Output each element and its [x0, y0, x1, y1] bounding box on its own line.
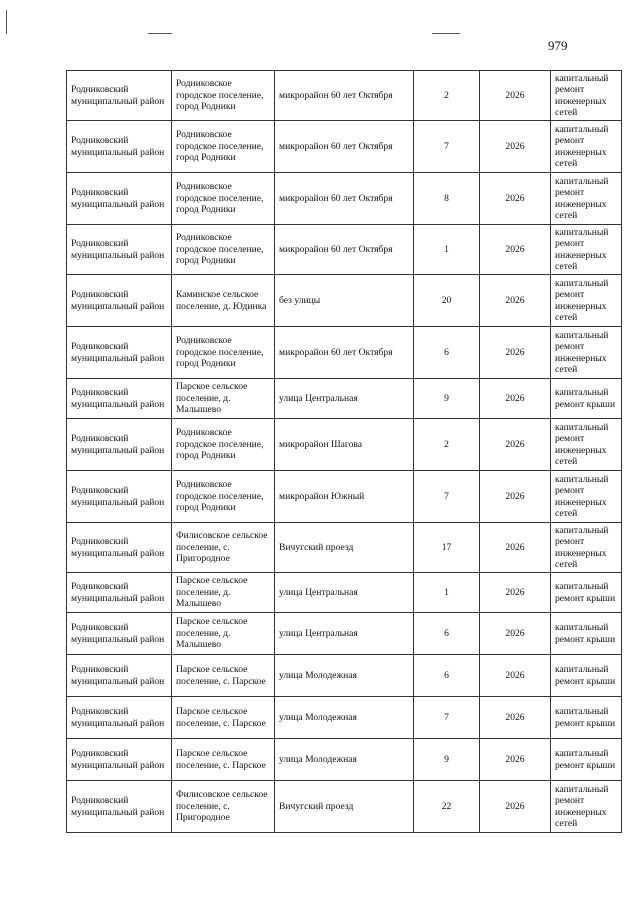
year-cell: 2026: [480, 739, 551, 781]
house-number-cell: 17: [414, 523, 480, 573]
work-type-cell: капитальный ремонт инженерных сетей: [551, 327, 622, 379]
scan-artifact-line: [432, 33, 460, 34]
settlement-cell: Парское сельское поселение, д. Малышево: [172, 573, 275, 613]
house-number-cell: 9: [414, 739, 480, 781]
house-number-cell: 2: [414, 71, 480, 121]
table-row: [67, 225, 622, 275]
street-cell: микрорайон 60 лет Октября: [275, 71, 414, 121]
work-type-cell: капитальный ремонт инженерных сетей: [551, 471, 622, 523]
district-cell: Родниковский муниципальный район: [67, 523, 172, 573]
year-cell: 2026: [480, 121, 551, 173]
table-row: [67, 327, 622, 379]
house-number-cell: 8: [414, 173, 480, 225]
table-body: [67, 71, 622, 833]
page-number: 979: [548, 38, 568, 53]
district-cell: Родниковский муниципальный район: [67, 613, 172, 655]
work-type-cell: капитальный ремонт инженерных сетей: [551, 173, 622, 225]
table-row: [67, 523, 622, 573]
scan-artifact-line: [148, 33, 172, 34]
year-cell: 2026: [480, 523, 551, 573]
year-cell: 2026: [480, 573, 551, 613]
table-row: [67, 697, 622, 739]
work-type-cell: капитальный ремонт инженерных сетей: [551, 523, 622, 573]
district-cell: Родниковский муниципальный район: [67, 379, 172, 419]
district-cell: Родниковский муниципальный район: [67, 655, 172, 697]
house-number-cell: 20: [414, 275, 480, 327]
work-type-cell: капитальный ремонт инженерных сетей: [551, 121, 622, 173]
settlement-cell: Родниковское городское поселение, город Родники: [172, 121, 275, 173]
district-cell: Родниковский муниципальный район: [67, 275, 172, 327]
table-row: [67, 655, 622, 697]
repair-schedule-table: [66, 70, 622, 833]
street-cell: улица Центральная: [275, 613, 414, 655]
district-cell: Родниковский муниципальный район: [67, 71, 172, 121]
scan-artifact-line: [6, 10, 7, 34]
street-cell: улица Молодежная: [275, 655, 414, 697]
street-cell: микрорайон Шагова: [275, 419, 414, 471]
district-cell: Родниковский муниципальный район: [67, 225, 172, 275]
table-row: [67, 379, 622, 419]
settlement-cell: Родниковское городское поселение, город Родники: [172, 225, 275, 275]
year-cell: 2026: [480, 327, 551, 379]
work-type-cell: капитальный ремонт инженерных сетей: [551, 781, 622, 833]
work-type-cell: капитальный ремонт крыши: [551, 379, 622, 419]
house-number-cell: 1: [414, 573, 480, 613]
work-type-cell: капитальный ремонт инженерных сетей: [551, 71, 622, 121]
house-number-cell: 6: [414, 655, 480, 697]
district-cell: Родниковский муниципальный район: [67, 697, 172, 739]
table-row: [67, 121, 622, 173]
settlement-cell: Парское сельское поселение, с. Парское: [172, 655, 275, 697]
settlement-cell: Парское сельское поселение, д. Малышево: [172, 613, 275, 655]
year-cell: 2026: [480, 71, 551, 121]
settlement-cell: Родниковское городское поселение, город Родники: [172, 327, 275, 379]
year-cell: 2026: [480, 275, 551, 327]
house-number-cell: 7: [414, 697, 480, 739]
settlement-cell: Парское сельское поселение, д. Малышево: [172, 379, 275, 419]
work-type-cell: капитальный ремонт инженерных сетей: [551, 419, 622, 471]
district-cell: Родниковский муниципальный район: [67, 173, 172, 225]
house-number-cell: 9: [414, 379, 480, 419]
street-cell: без улицы: [275, 275, 414, 327]
district-cell: Родниковский муниципальный район: [67, 573, 172, 613]
settlement-cell: Родниковское городское поселение, город Родники: [172, 173, 275, 225]
table-row: [67, 613, 622, 655]
work-type-cell: капитальный ремонт крыши: [551, 655, 622, 697]
year-cell: 2026: [480, 379, 551, 419]
street-cell: улица Центральная: [275, 573, 414, 613]
settlement-cell: Филисовское сельское поселение, с. Пригородное: [172, 781, 275, 833]
house-number-cell: 6: [414, 327, 480, 379]
house-number-cell: 1: [414, 225, 480, 275]
settlement-cell: Парское сельское поселение, с. Парское: [172, 697, 275, 739]
table-row: [67, 781, 622, 833]
street-cell: микрорайон 60 лет Октября: [275, 225, 414, 275]
district-cell: Родниковский муниципальный район: [67, 739, 172, 781]
settlement-cell: Родниковское городское поселение, город Родники: [172, 471, 275, 523]
table-row: [67, 173, 622, 225]
house-number-cell: 2: [414, 419, 480, 471]
table-row: [67, 275, 622, 327]
year-cell: 2026: [480, 655, 551, 697]
work-type-cell: капитальный ремонт крыши: [551, 697, 622, 739]
year-cell: 2026: [480, 225, 551, 275]
table-row: [67, 573, 622, 613]
work-type-cell: капитальный ремонт крыши: [551, 739, 622, 781]
table-row: [67, 71, 622, 121]
street-cell: Вичугский проезд: [275, 781, 414, 833]
work-type-cell: капитальный ремонт крыши: [551, 613, 622, 655]
street-cell: Вичугский проезд: [275, 523, 414, 573]
street-cell: микрорайон 60 лет Октября: [275, 327, 414, 379]
work-type-cell: капитальный ремонт крыши: [551, 573, 622, 613]
house-number-cell: 6: [414, 613, 480, 655]
table-row: [67, 471, 622, 523]
house-number-cell: 7: [414, 121, 480, 173]
street-cell: улица Центральная: [275, 379, 414, 419]
table-row: [67, 739, 622, 781]
year-cell: 2026: [480, 419, 551, 471]
year-cell: 2026: [480, 781, 551, 833]
work-type-cell: капитальный ремонт инженерных сетей: [551, 275, 622, 327]
settlement-cell: Каминское сельское поселение, д. Юдинка: [172, 275, 275, 327]
year-cell: 2026: [480, 613, 551, 655]
house-number-cell: 7: [414, 471, 480, 523]
street-cell: микрорайон 60 лет Октября: [275, 121, 414, 173]
street-cell: микрорайон Южный: [275, 471, 414, 523]
settlement-cell: Родниковское городское поселение, город Родники: [172, 71, 275, 121]
district-cell: Родниковский муниципальный район: [67, 781, 172, 833]
year-cell: 2026: [480, 173, 551, 225]
year-cell: 2026: [480, 471, 551, 523]
street-cell: улица Молодежная: [275, 697, 414, 739]
settlement-cell: Родниковское городское поселение, город Родники: [172, 419, 275, 471]
settlement-cell: Филисовское сельское поселение, с. Пригородное: [172, 523, 275, 573]
street-cell: улица Молодежная: [275, 739, 414, 781]
district-cell: Родниковский муниципальный район: [67, 121, 172, 173]
year-cell: 2026: [480, 697, 551, 739]
settlement-cell: Парское сельское поселение, с. Парское: [172, 739, 275, 781]
house-number-cell: 22: [414, 781, 480, 833]
work-type-cell: капитальный ремонт инженерных сетей: [551, 225, 622, 275]
table-row: [67, 419, 622, 471]
street-cell: микрорайон 60 лет Октября: [275, 173, 414, 225]
district-cell: Родниковский муниципальный район: [67, 471, 172, 523]
district-cell: Родниковский муниципальный район: [67, 419, 172, 471]
district-cell: Родниковский муниципальный район: [67, 327, 172, 379]
